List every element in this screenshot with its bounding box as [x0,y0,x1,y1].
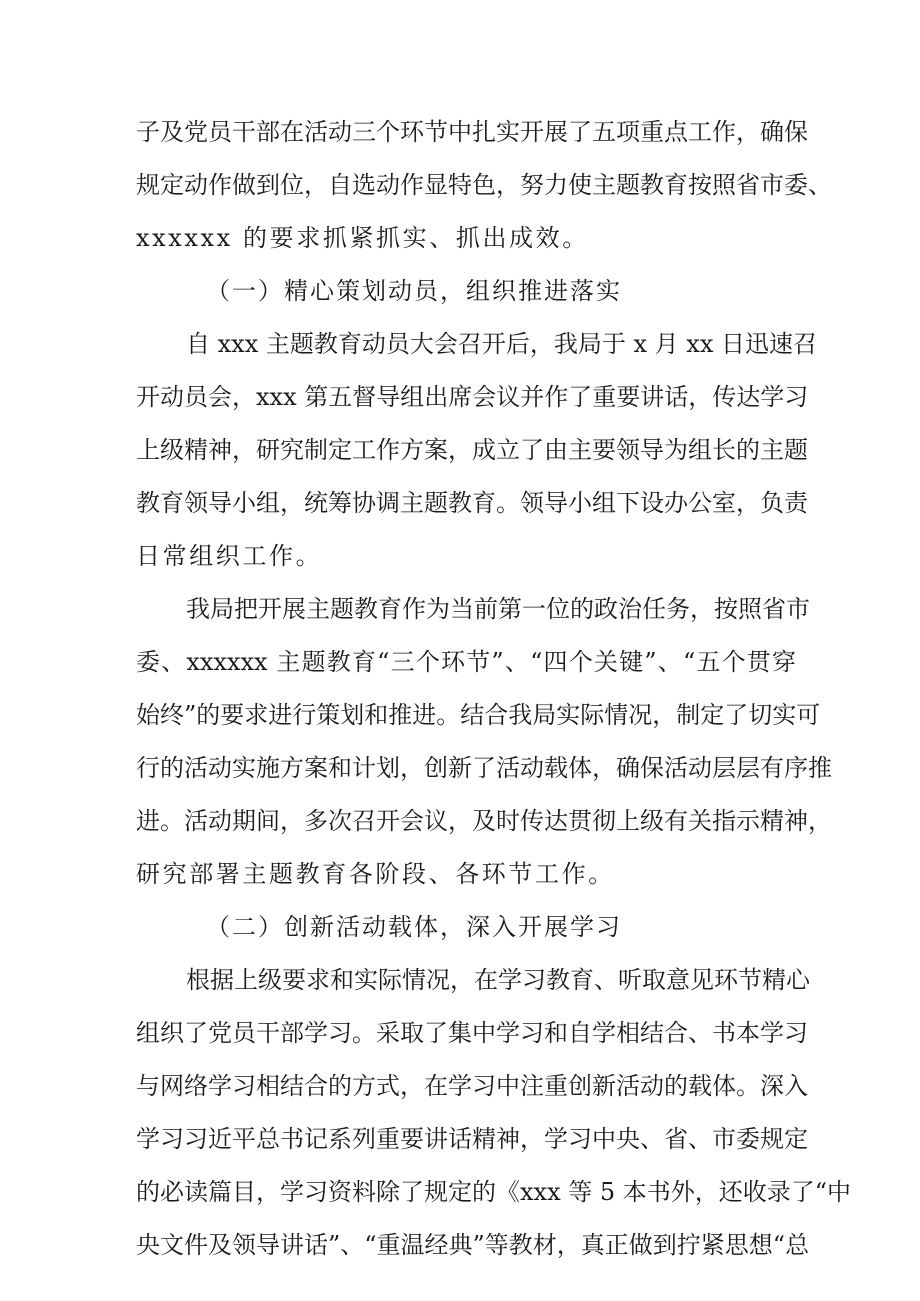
text-line: 教育领导小组，统筹协调主题教育。领导小组下设办公室，负责 [136,489,808,517]
text-line: 上级精神，研究制定工作方案，成立了由主要领导为组长的主题 [136,436,808,464]
text-line: 的必读篇目，学习资料除了规定的《xxx 等 5 本书外，还收录了“中 [136,1178,852,1206]
text-line: 进。活动期间，多次召开会议，及时传达贯彻上级有关指示精神， [136,807,832,835]
text-line: 委、xxxxxx 主题教育“三个环节”、“四个关键”、“五个贯穿 [136,648,796,676]
text-line: 央文件及领导讲话”、“重温经典”等教材，真正做到拧紧思想“总 [136,1231,810,1259]
text-line: 子及党员干部在活动三个环节中扎实开展了五项重点工作，确保 [136,118,808,146]
section-heading: （二）创新活动载体，深入开展学习 [206,913,622,941]
text-line: 开动员会，xxx 第五督导组出席会议并作了重要讲话，传达学习 [136,383,809,411]
text-line: 研究部署主题教育各阶段、各环节工作。 [136,860,615,888]
section-heading: （一）精心策划动员，组织推进落实 [206,277,622,305]
text-line: 日常组织工作。 [136,542,323,570]
text-line: 学习习近平总书记系列重要讲话精神，学习中央、省、市委规定 [136,1125,808,1153]
text-line: 始终”的要求进行策划和推进。结合我局实际情况，制定了切实可 [136,701,821,729]
text-line: 根据上级要求和实际情况，在学习教育、听取意见环节精心 [186,966,810,994]
text-line: 与网络学习相结合的方式，在学习中注重创新活动的载体。深入 [136,1072,808,1100]
text-line: 行的活动实施方案和计划，创新了活动载体，确保活动层层有序推 [136,754,832,782]
text-line: 规定动作做到位，自选动作显特色，努力使主题教育按照省市委、 [136,171,832,199]
text-line: 我局把开展主题教育作为当前第一位的政治任务，按照省市 [186,595,810,623]
text-line: 组织了党员干部学习。采取了集中学习和自学相结合、书本学习 [136,1019,808,1047]
text-line: 自 xxx 主题教育动员大会召开后，我局于 x 月 xx 日迅速召 [186,330,817,358]
text-line: xxxxxx 的要求抓紧抓实、抓出成效。 [136,224,589,252]
